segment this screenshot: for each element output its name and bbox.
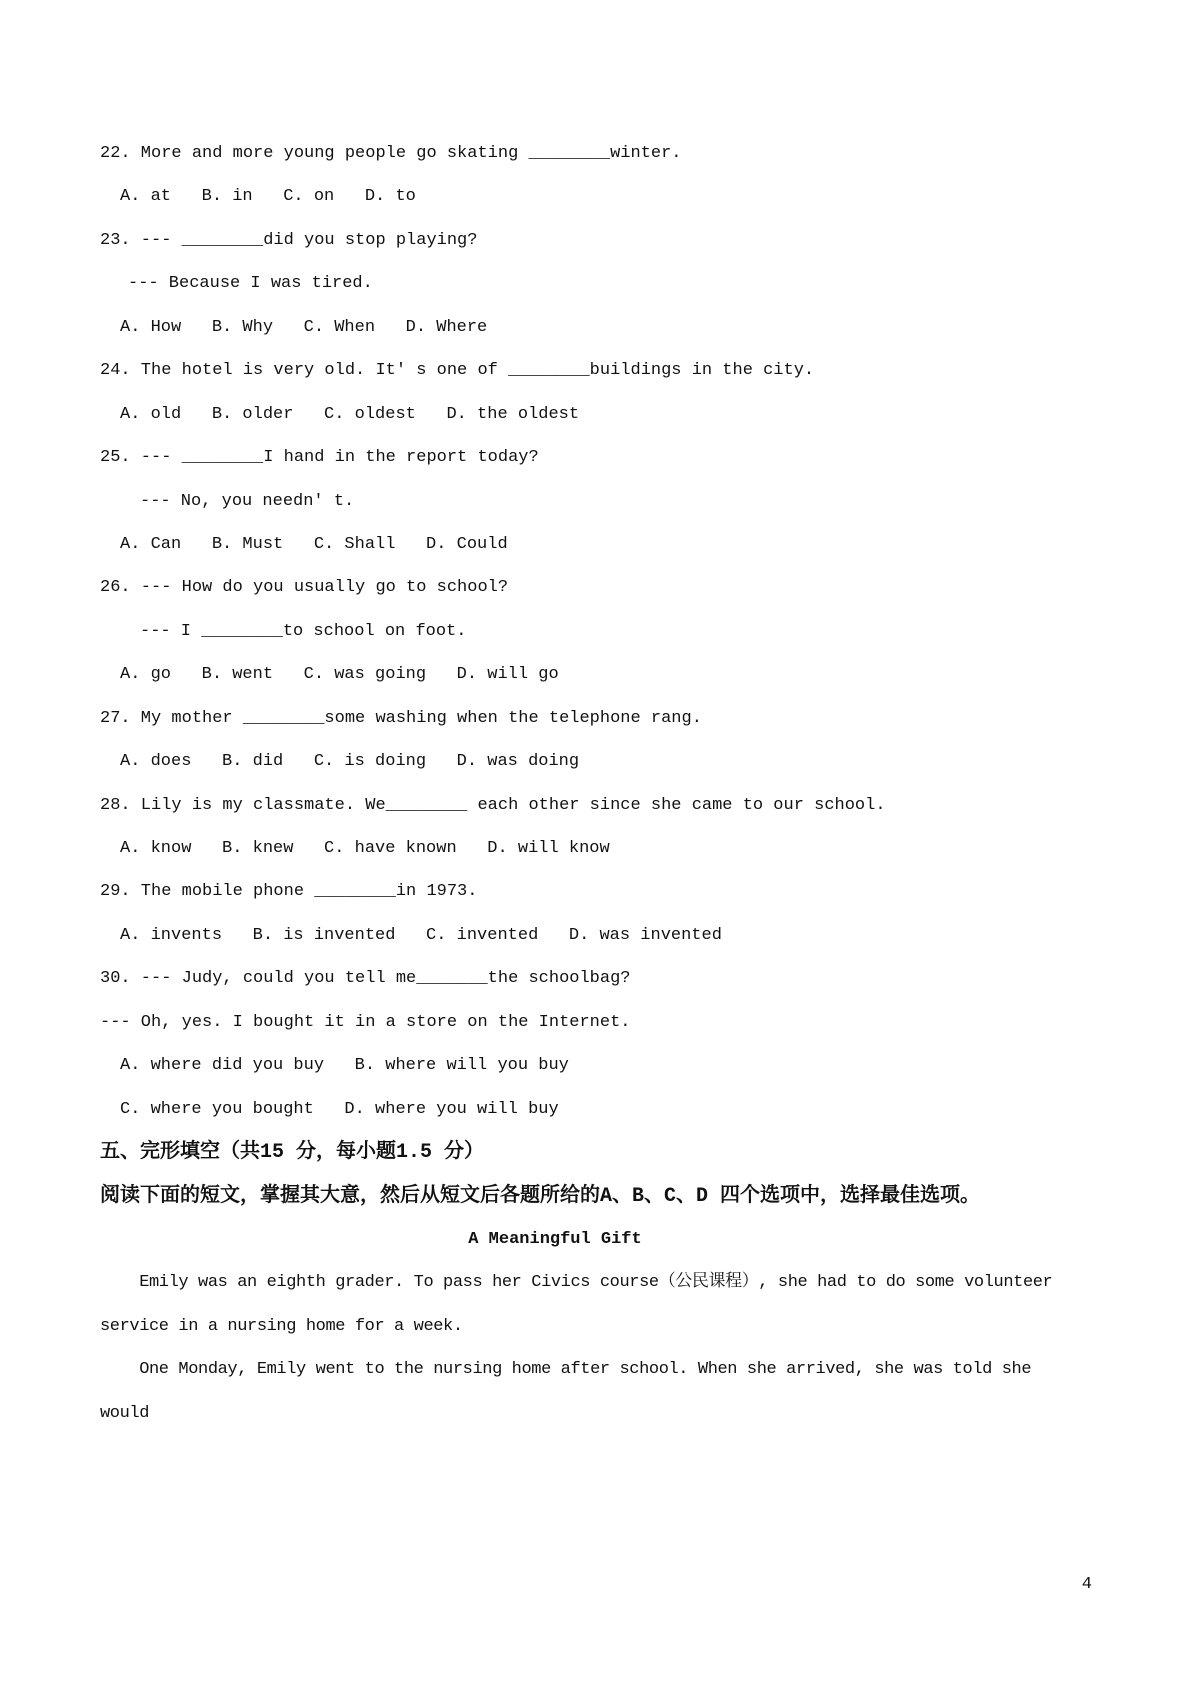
question-29: 29. The mobile phone ________in 1973. xyxy=(100,882,478,902)
options-29: A. invents B. is invented C. invented D. was invented xyxy=(120,925,722,945)
exam-text-lines xyxy=(100,132,1105,1435)
page-number: 4 xyxy=(1081,1575,1092,1594)
options-24: A. old B. older C. oldest D. the oldest xyxy=(120,404,580,424)
question-30: 30. --- Judy, could you tell me_______the schoolbag? xyxy=(100,969,631,989)
question-25-reply: --- No, you needn' t. xyxy=(140,491,355,511)
section-header: 五、完形填空（共15 分，每小题1.5 分） xyxy=(100,1141,485,1165)
question-23-reply: --- Because I was tired. xyxy=(128,274,373,294)
options-30-cd: C. where you bought D. where you will buy xyxy=(120,1099,559,1119)
passage-line-1: Emily was an eighth grader. To pass her Civics course（公民课程）, she had to do some volunteer xyxy=(100,1273,1053,1293)
question-30-reply: --- Oh, yes. I bought it in a store on the Internet. xyxy=(100,1012,631,1032)
options-27: A. does B. did C. is doing D. was doing xyxy=(120,752,580,772)
question-25: 25. --- ________I hand in the report today? xyxy=(100,448,539,468)
options-28: A. know B. knew C. have known D. will know xyxy=(120,839,610,858)
passage-line-4: would xyxy=(100,1403,150,1423)
question-24: 24. The hotel is very old. It' s one of ________buildings in the city. xyxy=(100,361,815,381)
question-23: 23. --- ________did you stop playing? xyxy=(100,230,478,250)
question-26: 26. --- How do you usually go to school? xyxy=(100,578,509,598)
options-30-ab: A. where did you buy B. where will you buy xyxy=(120,1056,569,1076)
passage-line-3: One Monday, Emily went to the nursing home after school. When she arrived, she was told she xyxy=(100,1360,1032,1380)
options-22: A. at B. in C. on D. to xyxy=(120,187,416,207)
passage-title: A Meaningful Gift xyxy=(468,1229,642,1249)
question-26-reply: --- I ________to school on foot. xyxy=(140,621,467,641)
question-22: 22. More and more young people go skating ________winter. xyxy=(100,144,682,163)
question-27: 27. My mother ________some washing when the telephone rang. xyxy=(100,708,702,728)
options-26: A. go B. went C. was going D. will go xyxy=(120,665,559,685)
options-23: A. How B. Why C. When D. Where xyxy=(120,317,488,337)
options-25: A. Can B. Must C. Shall D. Could xyxy=(120,534,508,554)
section-instruction: 阅读下面的短文，掌握其大意，然后从短文后各题所给的A、B、C、D 四个选项中，选择最佳选项。 xyxy=(100,1184,981,1208)
question-28: 28. Lily is my classmate. We________ each other since she came to our school. xyxy=(100,795,886,815)
passage-line-2: service in a nursing home for a week. xyxy=(100,1316,463,1336)
